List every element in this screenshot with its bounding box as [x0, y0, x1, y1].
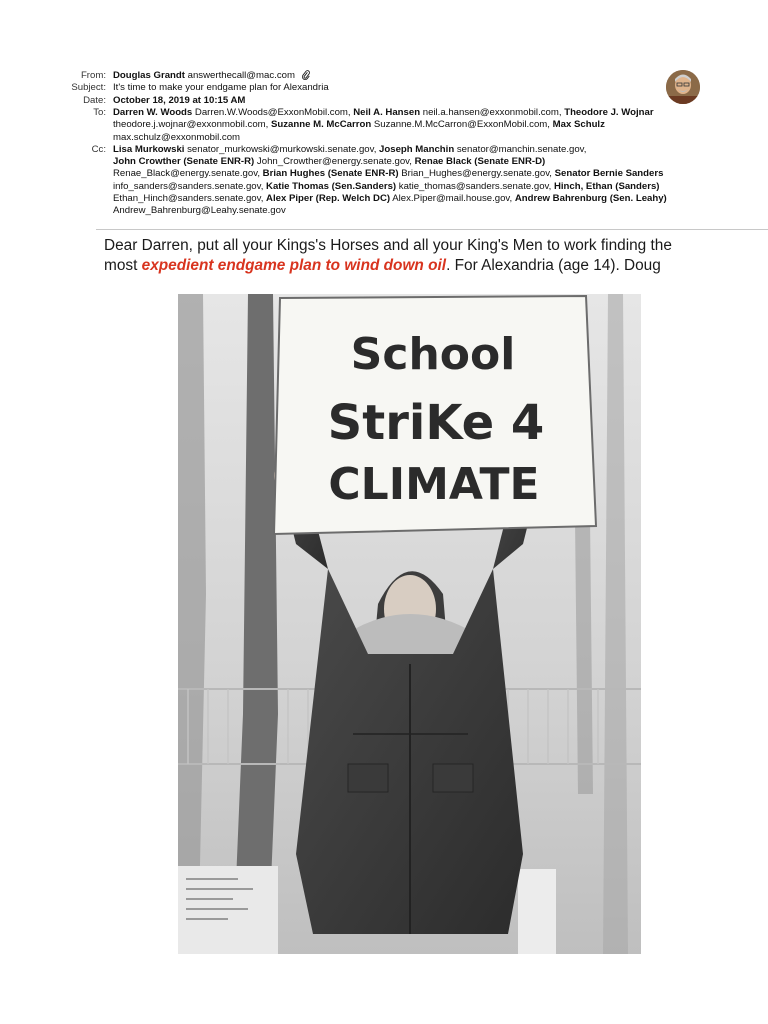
cc-recipient-address[interactable]: Andrew_Bahrenburg@Leahy.senate.gov — [113, 205, 286, 217]
to-recipient-name[interactable]: Darren W. Woods — [113, 106, 193, 118]
sender-email[interactable]: answerthecall@mac.com — [187, 70, 295, 82]
cc-recipient-name[interactable]: Alex Piper (Rep. Welch DC) — [266, 193, 391, 204]
photo-illustration — [178, 294, 641, 954]
message-line-2-start: most — [104, 256, 142, 274]
date-label: Date: — [83, 94, 106, 106]
cc-line — [113, 144, 700, 156]
to-line — [113, 132, 700, 144]
to-line — [113, 107, 700, 119]
cc-line — [113, 181, 700, 193]
cc-recipients[interactable] — [113, 144, 700, 218]
divider — [96, 229, 768, 230]
cc-recipient-address[interactable]: senator_murkowski@murkowski.senate.gov, — [184, 143, 380, 155]
to-label: To: — [93, 106, 106, 118]
cc-recipient-address[interactable]: senator@manchin.senate.gov, — [454, 143, 587, 155]
to-recipient-name[interactable]: Theodore J. Wojnar — [564, 106, 654, 118]
subject-row — [0, 82, 700, 94]
to-recipient-address[interactable]: theodore.j.wojnar@exxonmobil.com, — [113, 119, 271, 131]
cc-line — [113, 168, 700, 180]
highlighted-phrase: expedient endgame plan to wind down oil — [141, 256, 447, 274]
avatar-image — [666, 70, 700, 104]
protest-photo — [178, 294, 641, 954]
to-recipient-name[interactable]: Neil A. Hansen — [353, 106, 421, 118]
cc-recipient-address[interactable]: Ethan_Hinch@sanders.senate.gov, — [113, 193, 267, 204]
sign-line-1: School — [350, 329, 516, 380]
subject-text: It's time to make your endgame plan for Alexandria — [113, 82, 329, 94]
date-row — [0, 95, 700, 107]
cc-recipient-name[interactable]: Joseph Manchin — [379, 143, 455, 155]
sender-name[interactable]: Douglas Grandt — [113, 70, 185, 82]
from-row — [0, 70, 700, 82]
cc-recipient-address[interactable]: Brian_Hughes@energy.senate.gov, — [398, 168, 555, 180]
cc-line — [113, 193, 700, 205]
message-line-2-end: . For Alexandria (age 14). Doug — [446, 256, 661, 274]
message-line-2 — [104, 256, 704, 276]
cc-recipient-address[interactable]: Renae_Black@energy.senate.gov, — [113, 168, 263, 180]
message-line-1: Dear Darren, put all your Kings's Horses and all your King's Men to work finding the — [104, 237, 672, 254]
to-recipients[interactable] — [113, 107, 700, 144]
to-recipient-address[interactable]: neil.a.hansen@exxonmobil.com, — [420, 106, 565, 118]
to-row — [0, 107, 700, 144]
paperclip-icon[interactable] — [301, 70, 311, 81]
cc-recipient-address[interactable]: John_Crowther@energy.senate.gov, — [254, 156, 415, 168]
cc-row — [0, 144, 700, 218]
from-label: From: — [80, 70, 106, 81]
cc-label: Cc: — [91, 143, 106, 155]
cc-recipient-name[interactable]: Andrew Bahrenburg (Sen. Leahy) — [514, 193, 667, 204]
cc-recipient-name[interactable]: Brian Hughes (Senate ENR-R) — [262, 168, 399, 180]
cc-recipient-name[interactable]: Renae Black (Senate ENR-D) — [414, 156, 546, 168]
message-body — [104, 236, 704, 275]
cc-recipient-name[interactable]: Senator Bernie Sanders — [554, 168, 664, 180]
cc-recipient-address[interactable]: Alex.Piper@mail.house.gov, — [390, 193, 515, 204]
to-recipient-address[interactable]: Darren.W.Woods@ExxonMobil.com, — [192, 106, 354, 118]
to-line — [113, 119, 700, 131]
cc-recipient-name[interactable]: John Crowther (Senate ENR-R) — [113, 156, 255, 168]
cc-recipient-address[interactable]: info_sanders@sanders.senate.gov, — [113, 180, 267, 192]
cc-recipient-name[interactable]: Katie Thomas (Sen.Sanders) — [266, 180, 397, 192]
avatar[interactable] — [666, 70, 700, 104]
cc-recipient-address[interactable]: katie_thomas@sanders.senate.gov, — [396, 180, 554, 192]
subject-label: Subject: — [71, 82, 106, 94]
sign-line-3: CLIMATE — [328, 459, 540, 510]
to-recipient-address[interactable]: Suzanne.M.McCarron@ExxonMobil.com, — [371, 119, 553, 131]
cc-recipient-name[interactable]: Hinch, Ethan (Sanders) — [553, 180, 660, 192]
date-text: October 18, 2019 at 10:15 AM — [113, 94, 246, 106]
cc-line — [113, 156, 700, 168]
to-recipient-address[interactable]: max.schulz@exxonmobil.com — [113, 131, 241, 143]
cc-recipient-name[interactable]: Lisa Murkowski — [113, 143, 185, 155]
cc-line — [113, 205, 700, 217]
to-recipient-name[interactable]: Suzanne M. McCarron — [270, 119, 372, 131]
email-header — [0, 70, 700, 218]
sign-line-2: StriKe 4 — [327, 395, 545, 451]
to-recipient-name[interactable]: Max Schulz — [552, 119, 605, 131]
